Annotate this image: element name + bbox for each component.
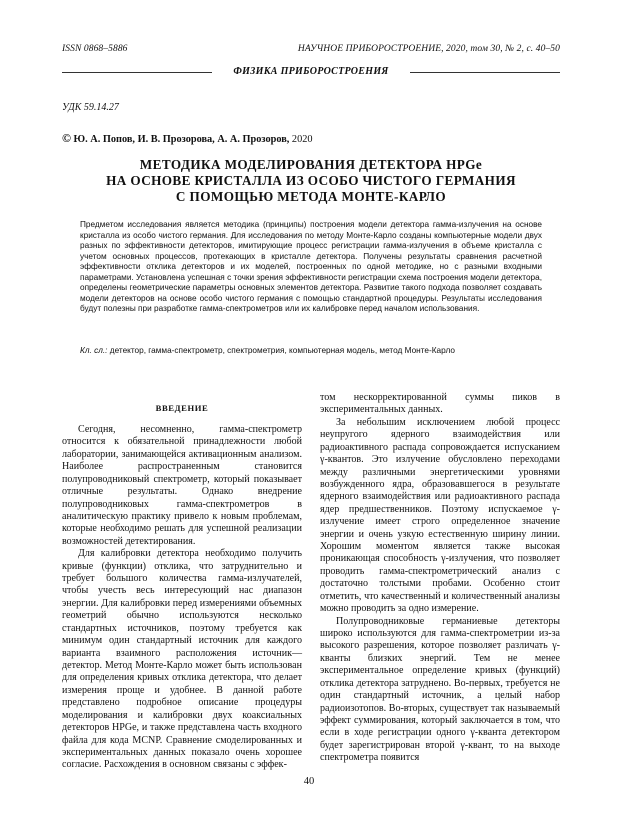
journal-reference: НАУЧНОЕ ПРИБОРОСТРОЕНИЕ, 2020, том 30, № 2, с. 40–50 — [297, 44, 560, 54]
paragraph: Сегодня, несомненно, гамма-спектрометр относится к обязательной принадлежности любой лаборатории, занимающейся активационным анализом. Наиболее распространенным становится полупроводниковый спектрометр, который показывает отличные результаты. Однако внедрение полупроводниковых гамма-спектрометров в аналитическую практику привело к новым проблемам, которые необходимо решать для успешной реализации возможностей детектирования. — [62, 424, 302, 547]
paragraph: Для калибровки детектора необходимо получить кривые (функции) отклика, что затруднительно и требует большого количества гамма-излучателей, чтобы учесть весь интересующий нас диапазон энергии. Для калибровки перед измерениями объемных геометрий обычно используются несколько стандартных источников, поэтому требуется как минимум один стандартный источник для каждого варианта взаимного расположения источник—детектор. Метод Монте-Карло может быть использован для определения кривых отклика детектора, что делает измерения проще и удобнее. В данной работе представлено подробное описание процедуры моделирования и калибровки двух коаксиальных детекторов HPGe, и также представлена часть входного файла для кода MCNP. Сравнение смоделированных и экспериментальных данных показало очень хорошее согласие. Расхождения в основном связаны с эффек- — [62, 548, 302, 771]
copyright-year: 2020 — [289, 134, 313, 145]
title-line: НА ОСНОВЕ КРИСТАЛЛА ИЗ ОСОБО ЧИСТОГО ГЕРМАНИЯ — [106, 173, 516, 188]
right-column — [320, 392, 560, 765]
article-title — [62, 157, 560, 205]
abstract-text: Предметом исследования является методика (принципы) построения модели детектора гамма-излучения на основе кристалла из особо чистого германия. Для исследования по методу Монте-Карло созданы компьютерные модели двух разных по эффективности детекторов, имитирующие процесс регистрации гамма-излучения в объеме кристалла с учетом основных процессов, протекающих в кристалле детектора. Получены результаты сравнения расчетной эффективности отклика детекторов и их моделей, построенных по одной методике, но с разными входными параметрами. Установлена успешная с точки зрения эффективности регистрации схема построения модели детектора, определены геометрические параметры основных элементов детектора. Развитие такого подхода позволяет создавать модели детекторов на основе особо чистого германия с помощью стандартной процедуры. Результаты исследования будут полезны при разработке гамма-спектрометров или их калибровке перед началом использования. — [80, 220, 542, 314]
abstract — [80, 220, 542, 315]
section-heading: ФИЗИКА ПРИБОРОСТРОЕНИЯ — [233, 66, 389, 77]
keywords — [80, 346, 542, 357]
paragraph: За небольшим исключением любой процесс неупругого ядерного взаимодействия или радиоактивного распада сопровождается испусканием γ-квантов. Это излучение обусловлено переходами между различными энергетическими уровнями возбужденного ядра, образовавшегося в результате ядерного взаимодействия или радиоактивного распада ядер предшественников. Поэтому испускаемое γ-излучение имеет строго определенное значение энергии и очень узкую естественную ширину линии. Хорошим моментом является также высокая проникающая способность γ-излучения, что позволяет проводить гамма-спектрометрический анализ с достаточно толстыми пробами. Особенно стоит отметить, что качественный и количественный анализы можно проводить за одно измерение. — [320, 416, 560, 615]
left-column — [62, 392, 302, 772]
page-number: 40 — [303, 776, 315, 787]
author-names: Ю. А. Попов, И. В. Прозорова, А. А. Прозоров, — [73, 134, 290, 145]
copyright-icon: © — [62, 131, 71, 145]
keywords-text: детектор, гамма-спектрометр, спектрометрия, компьютерная модель, метод Монте-Карло — [107, 346, 455, 355]
paragraph: том нескорректированной суммы пиков в экспериментальных данных. — [320, 392, 560, 416]
section-heading-row — [62, 66, 560, 78]
paragraph: Полупроводниковые германиевые детекторы широко используются для гамма-спектрометрии из-за высокого разрешения, которое позволяет различать γ-кванты близких энергий. Тем не менее экспериментальное определение кривых (функций) отклика детектора затруднено. Во-первых, требуется не один стандартный источник, а целый набор радиоизотопов. Во-вторых, существует так называемый эффект суммирования, который заключается в том, что если в ходе регистрации одного γ-кванта детектором будет зарегистрирован второй γ-квант, то на выходе спектрометра появится — [320, 615, 560, 764]
issn: ISSN 0868–5886 — [62, 44, 128, 54]
keywords-label: Кл. сл.: — [80, 346, 108, 355]
title-line: С ПОМОЩЬЮ МЕТОДА МОНТЕ-КАРЛО — [175, 189, 447, 204]
intro-heading: ВВЕДЕНИЕ — [155, 403, 209, 413]
section-rule-right — [410, 72, 560, 73]
udk-code: УДК 59.14.27 — [62, 102, 119, 113]
title-line: МЕТОДИКА МОДЕЛИРОВАНИЯ ДЕТЕКТОРА HPGe — [139, 157, 483, 172]
authors-line — [62, 131, 313, 146]
section-rule-left — [62, 72, 212, 73]
